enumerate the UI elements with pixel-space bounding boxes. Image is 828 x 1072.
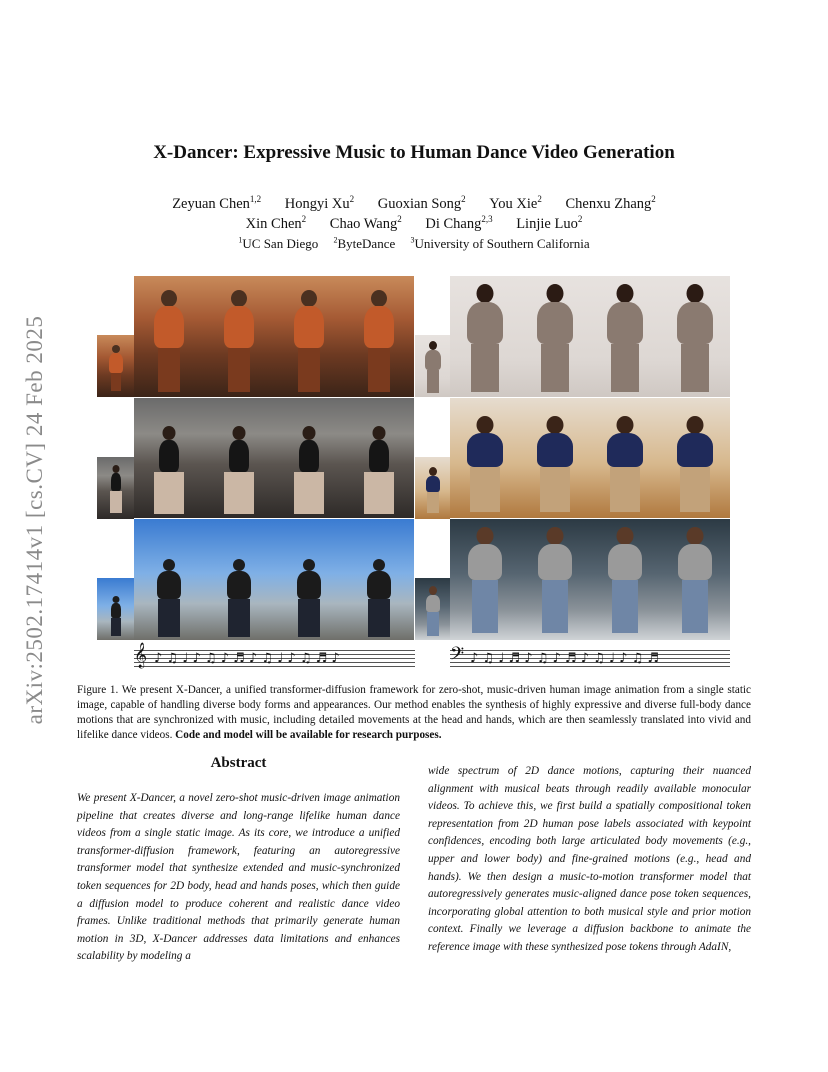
abstract-text-left-column: We present X-Dancer, a novel zero-shot music-driven image animation pipeline that creates diverse and long-range lifelike human dance videos from a single static image. As its core, we introduce a unified transformer-diffusion framework, featuring an autoregressive transformer model that synthesize extended and music-synchronized token sequences for 2D body, head and hands poses, which then guide a diffusion model to produce coherent and realistic dance video frames. Unlike traditional methods that primarily generate human motion in 3D, X-Dancer addresses data limitations and enhances scalability by modeling a xyxy=(77,792,400,963)
music-staff-left xyxy=(134,643,415,672)
music-notes-icon: ♪ ♫ ♩ ♪ ♫ ♪ ♬ ♪ ♫ ♩ ♪ ♫ ♬ ♪ xyxy=(154,651,340,666)
generated-frame xyxy=(590,276,660,397)
generated-frame xyxy=(590,519,660,640)
reference-image-thumbnail xyxy=(415,578,450,640)
affiliation: $^2$ByteDance xyxy=(333,236,396,252)
generated-frame xyxy=(344,398,414,518)
generated-frame xyxy=(204,519,274,640)
affiliation: $^1$UC San Diego xyxy=(238,236,319,252)
generated-frame xyxy=(274,276,344,397)
affiliation: $^3$University of Southern California xyxy=(410,236,590,252)
generated-frame xyxy=(204,276,274,397)
paper-title: X-Dancer: Expressive Music to Human Dance Video Generation xyxy=(153,142,675,163)
caption-bold-text: Code and model will be available for research purposes. xyxy=(175,729,442,741)
generated-frame xyxy=(134,519,204,640)
reference-image-thumbnail xyxy=(97,335,134,397)
generated-frame xyxy=(134,276,204,397)
generated-frame xyxy=(204,398,274,518)
generated-frame xyxy=(344,519,414,640)
generated-frame xyxy=(450,519,520,640)
figure-caption xyxy=(77,683,751,743)
generated-frame xyxy=(660,276,730,397)
author: You Xie$^2$ xyxy=(489,194,542,212)
reference-image-thumbnail xyxy=(415,335,450,397)
author: Xin Chen$^2$ xyxy=(245,214,307,232)
music-staff-right xyxy=(450,646,730,672)
generated-frame xyxy=(450,276,520,397)
generated-frame xyxy=(274,398,344,518)
arxiv-id: arXiv:2502.17414v1 [cs.CV] 24 Feb 2025 xyxy=(22,315,47,725)
author: Hongyi Xu$^2$ xyxy=(284,194,355,212)
author: Chao Wang$^2$ xyxy=(329,214,402,232)
reference-image-thumbnail xyxy=(415,457,450,519)
generated-frame xyxy=(660,398,730,518)
generated-frame xyxy=(520,276,590,397)
author: Linjie Luo$^2$ xyxy=(516,214,583,232)
caption-label: Figure 1. xyxy=(77,684,119,696)
author: Di Chang$^{2,3}$ xyxy=(425,214,493,232)
reference-image-thumbnail xyxy=(97,457,134,519)
generated-frame xyxy=(344,276,414,397)
bass-clef-icon: 𝄢 xyxy=(450,644,465,669)
generated-frame xyxy=(520,398,590,518)
author: Guoxian Song$^2$ xyxy=(377,194,466,212)
generated-frame xyxy=(660,519,730,640)
generated-frame xyxy=(520,519,590,640)
author: Chenxu Zhang$^2$ xyxy=(565,194,656,212)
generated-frame xyxy=(134,398,204,518)
generated-frame xyxy=(590,398,660,518)
music-notes-icon: ♪ ♫ ♩ ♬ ♪ ♫ ♪ ♬ ♪ ♫ ♩ ♪ ♫ ♬ xyxy=(470,651,660,666)
caption-text: We present X-Dancer, a unified transformer-diffusion framework for zero-shot, music-driven human image animation from a single static image, capable of handling diverse body forms and appearances. Our method enables the synthesis of highly expressive and diverse full-body dance motions that are synchronized with music, including detailed movements at the head and hands, which are then seamlessly translated into vivid and lifelike dance videos. xyxy=(77,684,751,741)
author: Zeyuan Chen$^{1,2}$ xyxy=(172,194,262,212)
abstract-text-right-column: wide spectrum of 2D dance motions, capturing their nuanced alignment with musical beats through readily available monocular videos. To achieve this, we first build a spatially compositional token representation from 2D human pose labels associated with keypoint confidences, encoding both large articulated body movements (e.g., upper and lower body) and fine-grained motions (e.g., head and hands). We then design a music-to-motion transformer model that autoregressively generates music-aligned dance pose token sequences, incorporating global attention to both musical style and prior motion context. Finally we leverage a diffusion backbone to animate the reference image with these synthesized pose tokens through AdaIN, xyxy=(428,765,751,953)
generated-frame xyxy=(450,398,520,518)
reference-image-thumbnail xyxy=(97,578,134,640)
generated-frame xyxy=(274,519,344,640)
treble-clef-icon: 𝄞 xyxy=(134,643,148,668)
abstract-heading: Abstract xyxy=(210,755,267,771)
